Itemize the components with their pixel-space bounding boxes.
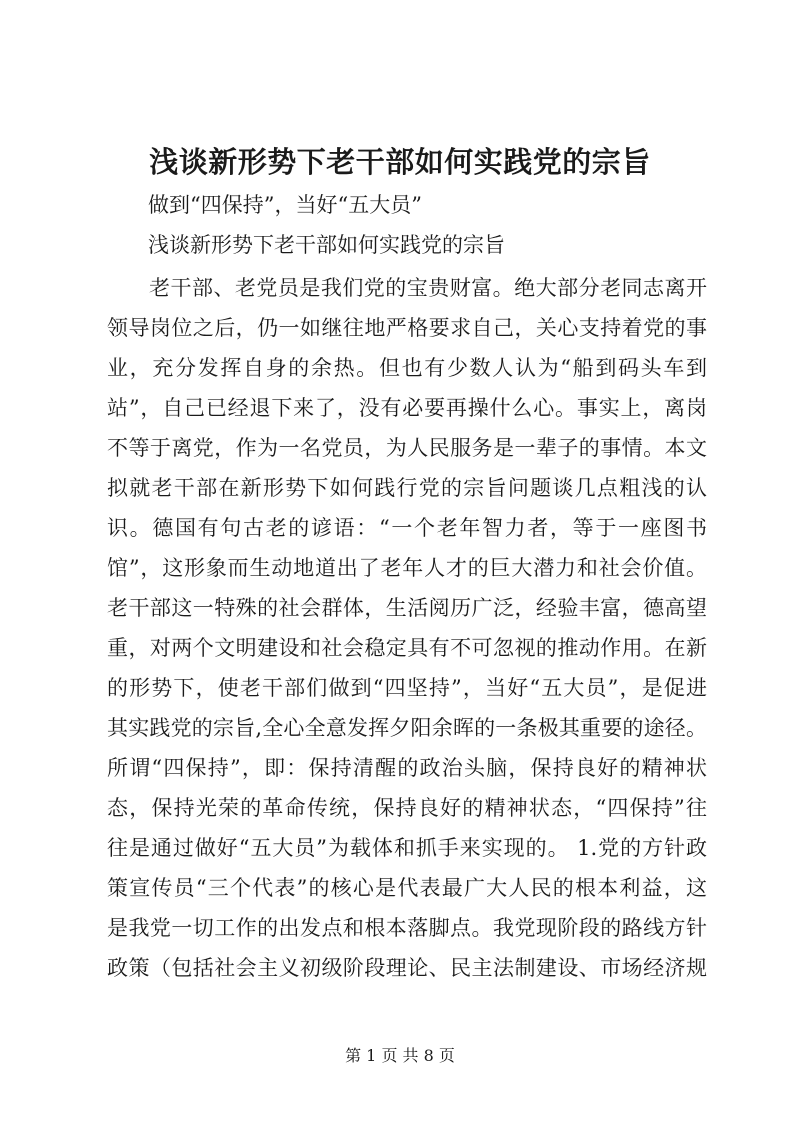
body-line: 是我党一切工作的出发点和根本落脚点。我党现阶段的路线方针 [107,916,707,940]
body-line: 业，充分发挥自身的余热。但也有少数人认为“船到码头车到 [107,356,707,380]
subtitle-repeat-title: 浅谈新形势下老干部如何实践党的宗旨 [148,233,505,257]
body-line: 站”，自己已经退下来了，没有必要再操什么心。事实上，离岗 [107,396,707,420]
body-line: 老干部这一特殊的社会群体，生活阅历广泛，经验丰富，德高望 [107,596,707,620]
body-line: 不等于离党，作为一名党员，为人民服务是一辈子的事情。本文 [107,436,707,460]
body-line: 政策（包括社会主义初级阶段理论、民主法制建设、市场经济规 [107,956,707,980]
body-line: 识。德国有句古老的谚语：“一个老年智力者，等于一座图书 [107,516,707,540]
body-paragraph [107,268,707,988]
body-line: 其实践党的宗旨,全心全意发挥夕阳余晖的一条极其重要的途径。 [107,716,707,740]
body-line: 的形势下，使老干部们做到“四坚持”，当好“五大员”，是促进 [107,676,707,700]
body-line: 拟就老干部在新形势下如何践行党的宗旨问题谈几点粗浅的认 [107,476,707,500]
body-line: 态，保持光荣的革命传统，保持良好的精神状态，“四保持”往 [107,796,707,820]
body-line: 老干部、老党员是我们党的宝贵财富。绝大部分老同志离开 [149,276,707,300]
body-line: 馆”，这形象而生动地道出了老年人才的巨大潜力和社会价值。 [107,556,707,580]
body-line: 重，对两个文明建设和社会稳定具有不可忽视的推动作用。在新 [107,636,707,660]
body-line: 策宣传员“三个代表”的核心是代表最广大人民的根本利益，这 [107,876,707,900]
body-line: 往是通过做好“五大员”为载体和抓手来实现的。 1.党的方针政 [107,836,707,860]
subtitle-slogan: 做到“四保持”，当好“五大员” [148,193,422,217]
body-line: 领导岗位之后，仍一如继往地严格要求自己，关心支持着党的事 [107,316,707,340]
page-title: 浅谈新形势下老干部如何实践党的宗旨 [149,145,651,179]
page-footer: 第 1 页 共 8 页 [345,1046,455,1065]
body-line: 所谓“四保持”，即：保持清醒的政治头脑，保持良好的精神状 [107,756,707,780]
